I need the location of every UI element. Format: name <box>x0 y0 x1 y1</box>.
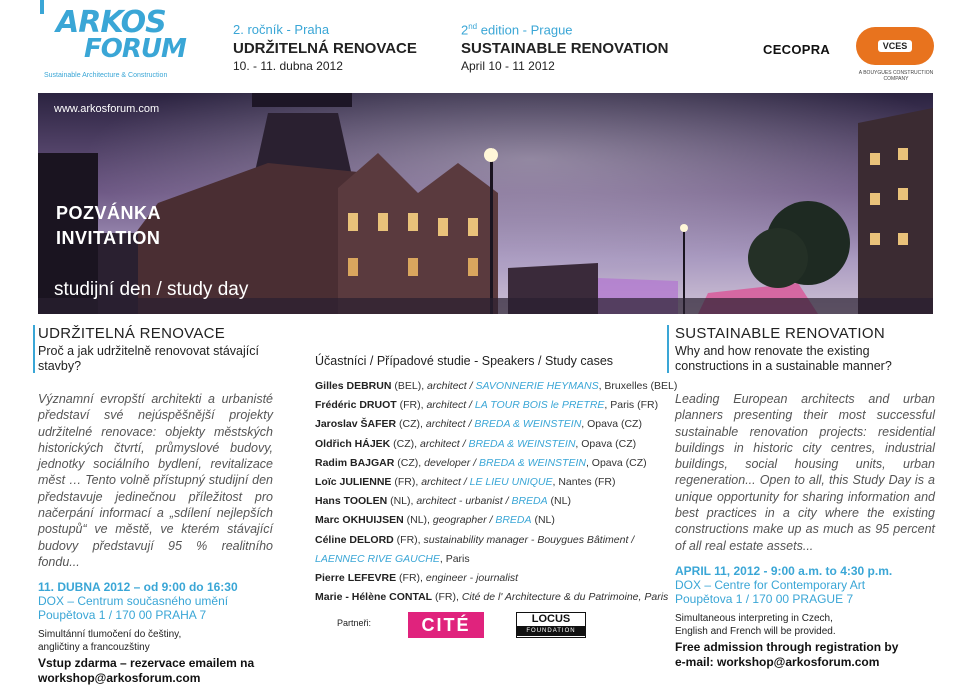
dates-cz: 10. - 11. dubna 2012 <box>233 59 343 73</box>
cecopra-logo: CECOPRA <box>763 42 831 57</box>
left-free-admission: Vstup zdarma – rezervace emailem na <box>38 656 255 671</box>
speaker-role: architect / <box>420 437 469 450</box>
arkos-forum-logo <box>44 5 204 79</box>
speaker-place: , Paris (FR) <box>604 399 659 412</box>
speaker-country: (NL), <box>387 495 417 508</box>
speaker-name: Hans TOOLEN <box>315 495 388 508</box>
logo-line-1: ARKOS <box>56 5 166 40</box>
right-free-admission: Free admission through registration by <box>675 639 899 654</box>
speaker-row <box>315 377 677 396</box>
right-body: Leading European architects and urban planners presenting their most successful sustainable renovation projects: residential buildings in historic city centres, industrial buildings, social housing units, urban regeneration... Open to all, this Study Day is a unique opportunity for sharing information and best practices in a city where the existing constructions make up as much as 95 percent of all real estate assets... <box>675 392 935 553</box>
edition-cz: 2. ročník - Praha <box>233 22 330 37</box>
logo-accent-bar <box>40 0 44 14</box>
invitation-en: INVITATION <box>56 228 161 248</box>
title-en: SUSTAINABLE RENOVATION <box>461 40 669 58</box>
left-title: UDRŽITELNÁ RENOVACE <box>38 325 226 342</box>
header-en-column <box>461 22 669 73</box>
speaker-role: geographer / <box>432 514 496 527</box>
speaker-org: BREDA & WEINSTEIN <box>474 418 582 431</box>
speaker-role: architect / <box>427 380 476 392</box>
speaker-org: BREDA <box>495 514 532 527</box>
speaker-country: (CZ), <box>396 418 426 431</box>
speaker-org: BREDA <box>511 495 548 508</box>
right-email[interactable]: e-mail: workshop@arkosforum.com <box>675 654 880 669</box>
speaker-row <box>315 569 677 588</box>
locus-foundation-logo: LOCUS FOUNDATION <box>516 612 586 638</box>
speaker-row <box>315 588 677 607</box>
speaker-name: Pierre LEFEVRE <box>315 572 397 585</box>
right-column <box>675 325 935 670</box>
speaker-row <box>315 454 677 473</box>
speaker-org: LAENNEC RIVE GAUCHE <box>315 552 440 565</box>
speaker-place: , Nantes (FR) <box>552 476 616 489</box>
speaker-row <box>315 531 677 550</box>
header-cz-column <box>233 22 417 73</box>
speakers-column <box>315 354 677 607</box>
vces-logo: VCES <box>856 27 934 65</box>
speaker-role: developer / <box>424 456 479 469</box>
speaker-name: Gilles DEBRUN <box>315 380 392 392</box>
speaker-name: Marc OKHUIJSEN <box>315 514 404 527</box>
invitation-heading <box>56 201 161 251</box>
speaker-country: (FR), <box>432 591 462 604</box>
speaker-country: (BEL), <box>391 380 428 392</box>
speaker-org: LA TOUR BOIS le PRETRE <box>474 399 605 412</box>
invitation-cz: POZVÁNKA <box>56 203 162 223</box>
speaker-role: architect / <box>426 399 475 412</box>
speaker-place: (NL) <box>547 495 571 508</box>
speaker-row <box>315 415 677 434</box>
left-accent-bar <box>33 325 35 373</box>
speaker-country: (FR), <box>391 476 422 489</box>
right-venue-1: DOX – Centre for Contemporary Art <box>675 577 866 592</box>
speaker-role: sustainability manager - Bouygues Bâtiment / <box>423 533 635 546</box>
left-question: Proč a jak udržitelně renovovat stávající stavby? <box>38 344 259 373</box>
speaker-place: (NL) <box>531 514 555 527</box>
right-interpreting: Simultaneous interpreting in Czech, English and French will be provided. <box>675 612 836 637</box>
speaker-name: Jaroslav ŠAFER <box>315 418 397 431</box>
speaker-role: architect / <box>425 418 475 431</box>
speaker-org: SAVONNERIE HEYMANS <box>475 380 599 392</box>
speaker-row <box>315 396 677 415</box>
speaker-org: LE LIEU UNIQUE <box>469 476 553 489</box>
title-cz: UDRŽITELNÁ RENOVACE <box>233 40 417 57</box>
cite-logo: CITÉ <box>408 612 484 638</box>
speaker-name: Frédéric DRUOT <box>315 399 397 412</box>
right-venue-2: Poupětova 1 / 170 00 PRAGUE 7 <box>675 591 854 606</box>
left-date: 11. DUBNA 2012 – od 9:00 do 16:30 <box>38 580 238 595</box>
speaker-row <box>315 550 677 569</box>
speaker-row <box>315 473 677 492</box>
right-date: APRIL 11, 2012 - 9:00 a.m. to 4:30 p.m. <box>675 563 893 578</box>
speaker-country: (CZ), <box>390 437 421 450</box>
speaker-role: Cité de l' Architecture & du Patrimoine, Paris <box>461 591 669 604</box>
left-venue-2: Poupětova 1 / 170 00 PRAHA 7 <box>38 608 207 623</box>
speaker-role: architect / <box>421 476 470 489</box>
partners-label: Partneři: <box>337 618 372 628</box>
speaker-place: , Opava (CZ) <box>575 437 637 450</box>
dates-en: April 10 - 11 2012 <box>461 59 555 74</box>
speaker-name: Loïc JULIENNE <box>315 476 392 489</box>
speaker-row <box>315 492 677 511</box>
speaker-name: Céline DELORD <box>315 533 394 546</box>
left-email[interactable]: workshop@arkosforum.com <box>38 671 201 686</box>
speaker-place: , Paris <box>439 552 470 565</box>
speaker-name: Radim BAJGAR <box>315 456 395 469</box>
website-url[interactable]: www.arkosforum.com <box>54 103 160 115</box>
speaker-list <box>315 377 677 607</box>
speaker-country: (FR), <box>396 399 427 412</box>
speaker-country: (CZ), <box>394 456 425 469</box>
vces-subtitle: A BOUYGUES CONSTRUCTION COMPANY <box>858 70 934 82</box>
left-column <box>38 325 273 686</box>
speaker-role: engineer - journalist <box>425 572 519 585</box>
left-body: Významní evropští architekti a urbanisté představí své nejúspěšnější projekty udržitelné renovace: objekty městských historických čtvrtí, průmyslové budovy, jednotky sociálního bydlení, revitalizace měst … Tento volně přístupný studijní den představuje jedinečnou příležitost pro načerpání informací a „sdílení nejlepších postupů“ ve městě, ve kterém stávající budovy představují 95 % realitního fondu... <box>38 392 273 569</box>
hero-image <box>38 93 933 314</box>
speaker-row <box>315 511 677 530</box>
speakers-title: Účastníci / Případové studie - Speakers / Study cases <box>315 354 614 368</box>
right-question: Why and how renovate the existing constructions in a sustainable manner? <box>675 344 892 373</box>
speaker-role: architect - urbanist / <box>416 495 512 508</box>
logo-tagline: Sustainable Architecture & Construction <box>44 72 168 79</box>
logo-line-2: FORUM <box>84 34 186 64</box>
right-accent-bar <box>667 325 669 373</box>
speaker-row <box>315 435 677 454</box>
speaker-place: , Opava (CZ) <box>585 456 647 469</box>
speaker-place: , Opava (CZ) <box>581 418 642 431</box>
speaker-place: , Bruxelles (BEL) <box>598 380 678 392</box>
edition-en: 2nd edition - Prague <box>461 22 573 38</box>
speaker-country: (FR), <box>393 533 424 546</box>
speaker-org: BREDA & WEINSTEIN <box>478 456 586 469</box>
study-day-label: studijní den / study day <box>54 279 249 300</box>
speaker-name: Oldřich HÁJEK <box>315 437 391 450</box>
left-interpreting: Simultánní tlumočení do češtiny, angličtiny a francouzštiny <box>38 629 182 654</box>
speaker-org: BREDA & WEINSTEIN <box>468 437 576 450</box>
speaker-country: (NL), <box>403 514 433 527</box>
speaker-country: (FR), <box>396 572 426 585</box>
left-venue-1: DOX – Centrum současného umění <box>38 594 229 609</box>
right-title: SUSTAINABLE RENOVATION <box>675 325 885 342</box>
speaker-name: Marie - Hélène CONTAL <box>315 591 433 604</box>
